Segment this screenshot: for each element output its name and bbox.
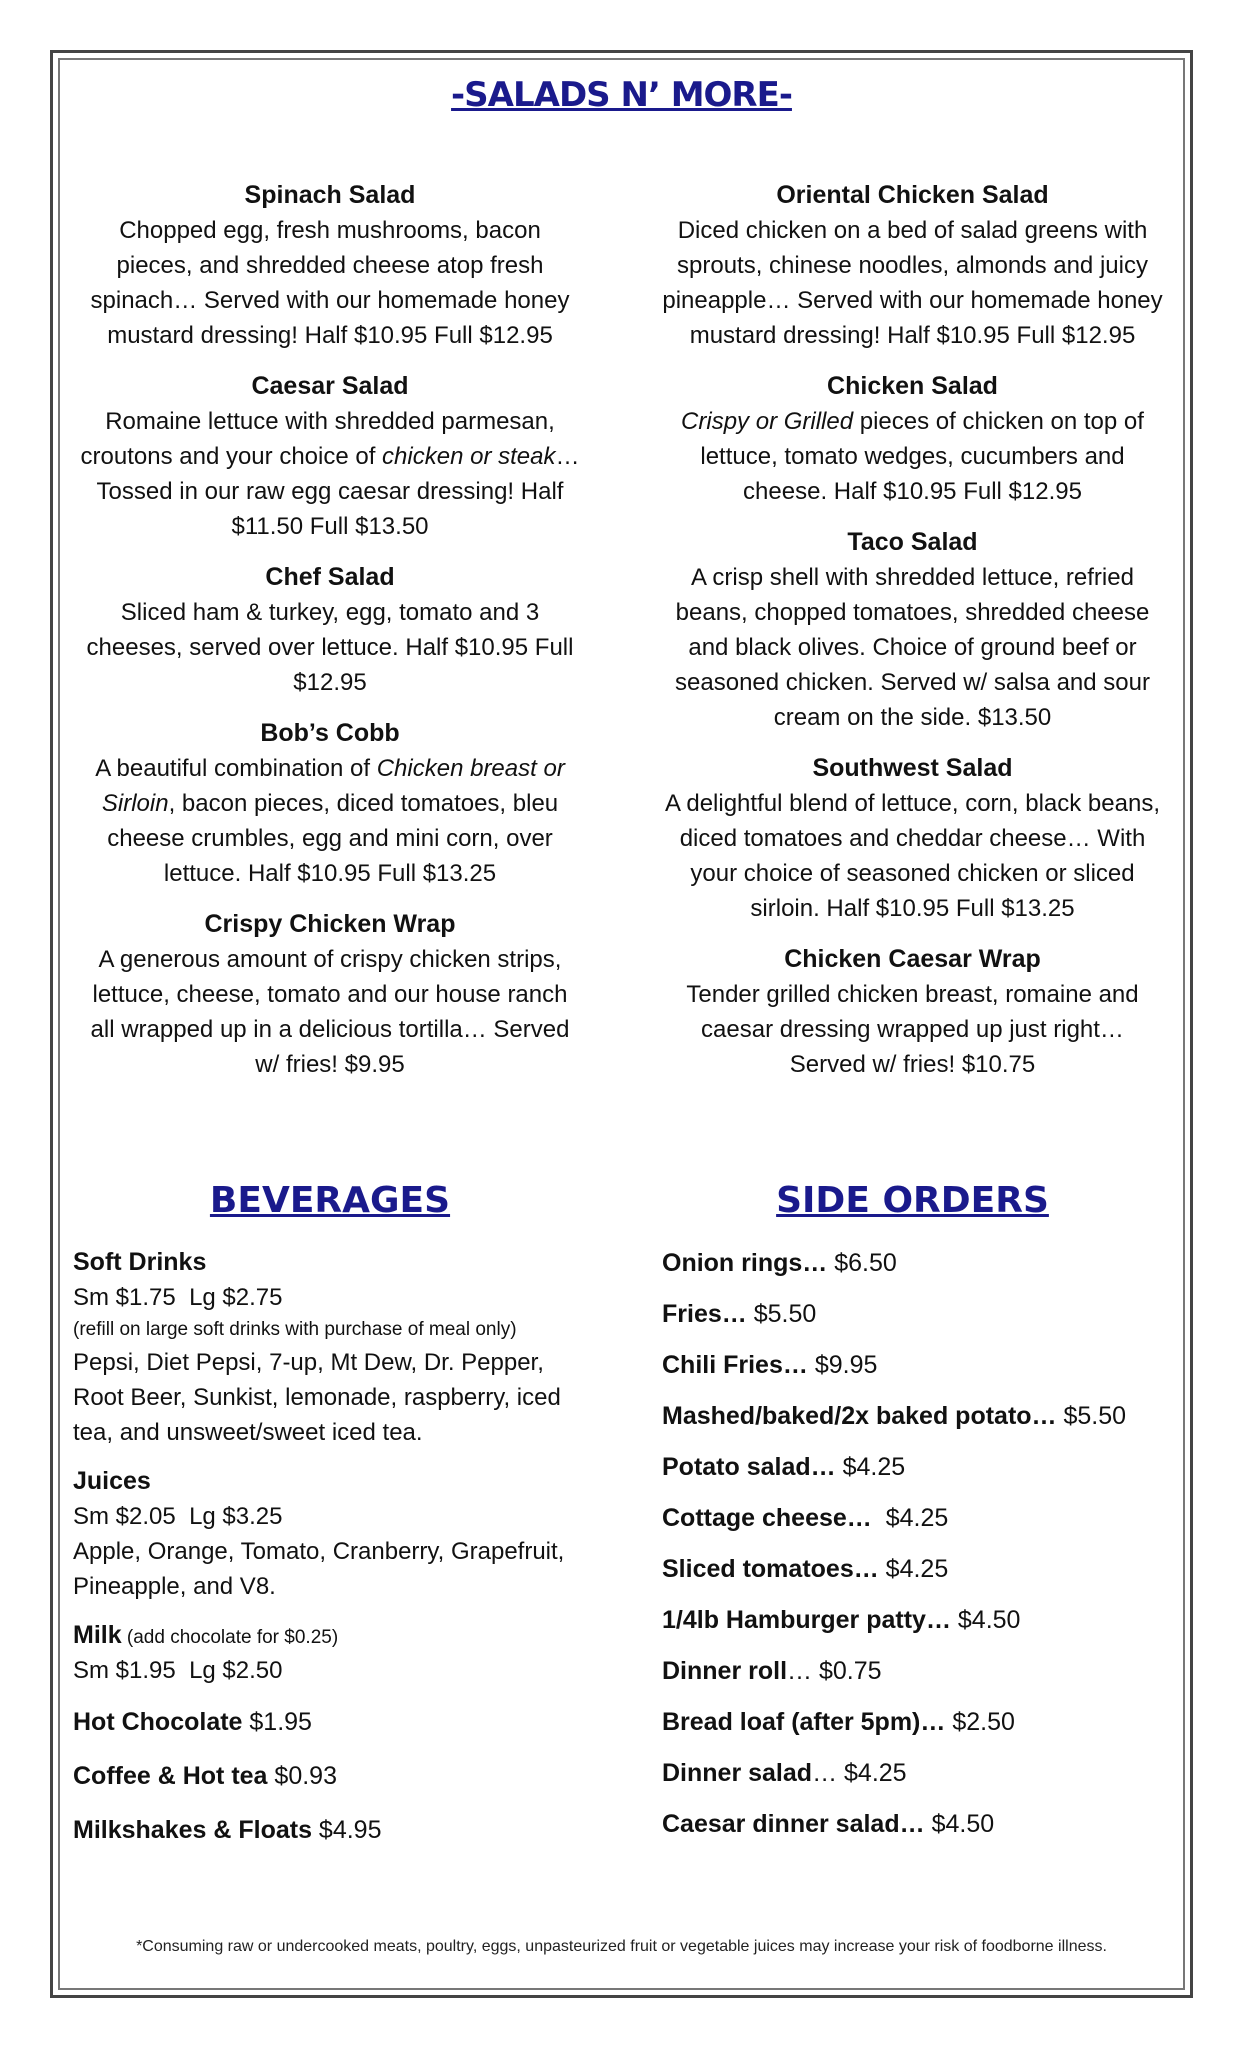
item-description: A generous amount of crispy chicken strips, lettuce, cheese, tomato and our house ranch all wrapped up in a delicious tortilla… Served w/ fries! $9.95 (90, 946, 570, 1078)
item-description: A crisp shell with shredded lettuce, refried beans, chopped tomatoes, shredded cheese and black olives. Choice of ground beef or seasoned chicken. Served w/ salsa and sour cream on the side. $13.50 (675, 564, 1150, 731)
desc-italic: chicken or steak (382, 443, 556, 470)
beverage-name: Coffee & Hot tea (73, 1762, 268, 1790)
beverage-list: Apple, Orange, Tomato, Cranberry, Grapefruit, Pineapple, and V8. (73, 1538, 565, 1600)
desc-italic: Chicken breast or Sirloin (101, 755, 565, 817)
side-price: $4.50 (924, 1810, 995, 1838)
side-name: Dinner salad (662, 1759, 813, 1787)
side-price: $4.25 (871, 1504, 949, 1532)
item-name: Southwest Salad (812, 754, 1013, 782)
side-name: Fries… (662, 1300, 747, 1328)
desc-text: Romaine lettuce with shredded parmesan, croutons and your choice of (80, 408, 555, 470)
menu-item (80, 907, 580, 1082)
item-description: Chopped egg, fresh mushrooms, bacon pieces, and shredded cheese atop fresh spinach… Served with our homemade honey mustard dressing! Half $10.95 Full $12.95 (90, 217, 570, 349)
beverage-name: Milk (73, 1621, 122, 1649)
beverage-price: $0.93 (267, 1762, 337, 1790)
menu-item (660, 751, 1165, 926)
item-name: Oriental Chicken Salad (776, 181, 1049, 209)
menu-item (80, 716, 580, 891)
menu-item (80, 369, 580, 544)
beverage-note: (refill on large soft drinks with purchase of meal only) (73, 1319, 517, 1340)
side-price: … $0.75 (787, 1657, 882, 1685)
item-name: Caesar Salad (251, 372, 409, 400)
item-name: Bob’s Cobb (260, 719, 400, 747)
item-name: Spinach Salad (244, 181, 416, 209)
desc-text: pieces of chicken on top of lettuce, tomato wedges, cucumbers and cheese. Half $10.95 Full $12.95 (700, 408, 1144, 505)
salads-right-column (660, 178, 1165, 1098)
side-name: Dinner roll (662, 1657, 788, 1685)
side-orders-heading: SIDE ORDERS (776, 1180, 1049, 1221)
desc-text: , bacon pieces, diced tomatoes, bleu cheese crumbles, egg and mini corn, over lettuce. Half $10.95 Full $13.25 (107, 790, 559, 887)
side-name: Onion rings… (662, 1249, 828, 1277)
beverage-item (73, 1618, 593, 1688)
side-name: Sliced tomatoes… (662, 1555, 879, 1583)
side-orders-section (662, 1245, 1182, 1857)
beverage-name: Hot Chocolate (73, 1708, 243, 1736)
health-disclaimer: *Consuming raw or undercooked meats, poultry, eggs, unpasteurized fruit or vegetable juices may increase your risk of foodborne illness. (136, 1938, 1107, 1955)
menu-item (660, 178, 1165, 353)
side-order-item (662, 1602, 1182, 1639)
side-price: $6.50 (827, 1249, 897, 1277)
side-order-item (662, 1245, 1182, 1282)
side-name: Caesar dinner salad… (662, 1810, 925, 1838)
side-price: $2.50 (945, 1708, 1015, 1736)
beverage-sizes: Sm $2.05 Lg $3.25 (73, 1503, 283, 1530)
desc-text: … Tossed in our raw egg caesar dressing! Half $11.50 Full $13.50 (96, 443, 580, 540)
side-name: 1/4lb Hamburger patty… (662, 1606, 951, 1634)
beverage-item (73, 1756, 593, 1796)
side-name: Chili Fries… (662, 1351, 808, 1379)
menu-item (660, 525, 1165, 735)
menu-title: -SALADS N’ MORE- (451, 75, 792, 115)
beverage-sizes: Sm $1.75 Lg $2.75 (73, 1284, 283, 1311)
side-order-item (662, 1296, 1182, 1333)
item-name: Chicken Salad (827, 372, 998, 400)
item-name: Chicken Caesar Wrap (784, 945, 1041, 973)
side-name: Mashed/baked/2x baked potato… (662, 1402, 1057, 1430)
side-order-item (662, 1755, 1182, 1792)
item-description (80, 751, 580, 891)
beverage-name: Juices (73, 1467, 151, 1495)
menu-item (660, 942, 1165, 1082)
beverage-name: Milkshakes & Floats (73, 1816, 312, 1844)
item-description (660, 404, 1165, 509)
beverage-price: $1.95 (242, 1708, 312, 1736)
side-name: Cottage cheese… (662, 1504, 872, 1532)
beverage-sizes: Sm $1.95 Lg $2.50 (73, 1657, 283, 1684)
item-description: A delightful blend of lettuce, corn, black beans, diced tomatoes and cheddar cheese… With your choice of seasoned chicken or sliced sirloin. Half $10.95 Full $13.25 (665, 790, 1160, 922)
menu-item (80, 178, 580, 353)
side-name: Potato salad… (662, 1453, 836, 1481)
item-name: Chef Salad (265, 563, 395, 591)
desc-italic: Crispy or Grilled (681, 408, 854, 435)
item-name: Taco Salad (847, 528, 978, 556)
item-description: Diced chicken on a bed of salad greens with sprouts, chinese noodles, almonds and juicy pineapple… Served with our homemade honey mustard dressing! Half $10.95 Full $12.95 (662, 217, 1163, 349)
beverage-item (73, 1702, 593, 1742)
menu-item (80, 560, 580, 700)
beverage-list: Pepsi, Diet Pepsi, 7-up, Mt Dew, Dr. Pepper, Root Beer, Sunkist, lemonade, raspberry, iced tea, and unsweet/sweet iced tea. (73, 1349, 561, 1446)
menu-item (660, 369, 1165, 509)
side-price: $5.50 (746, 1300, 817, 1328)
side-price: $5.50 (1056, 1402, 1127, 1430)
side-price: … $4.25 (812, 1759, 907, 1787)
salads-left-column (80, 178, 580, 1098)
item-description: Sliced ham & turkey, egg, tomato and 3 cheeses, served over lettuce. Half $10.95 Full $12.95 (86, 599, 574, 696)
side-price: $4.25 (835, 1453, 906, 1481)
beverage-item (73, 1245, 593, 1450)
beverage-note: (add chocolate for $0.25) (121, 1627, 339, 1648)
item-description: Tender grilled chicken breast, romaine and caesar dressing wrapped up just right… Served w/ fries! $10.75 (686, 981, 1139, 1078)
beverages-heading: BEVERAGES (209, 1180, 451, 1221)
beverage-name: Soft Drinks (73, 1248, 207, 1276)
side-price: $4.25 (878, 1555, 949, 1583)
side-order-item (662, 1704, 1182, 1741)
side-order-item (662, 1398, 1182, 1435)
beverage-title-row (73, 1618, 593, 1653)
desc-text: A beautiful combination of (95, 755, 377, 782)
side-order-item (662, 1551, 1182, 1588)
side-order-item (662, 1500, 1182, 1537)
side-name: Bread loaf (after 5pm)… (662, 1708, 946, 1736)
beverages-section (73, 1245, 593, 1864)
side-order-item (662, 1653, 1182, 1690)
side-order-item (662, 1347, 1182, 1384)
side-order-item (662, 1806, 1182, 1843)
item-name: Crispy Chicken Wrap (204, 910, 456, 938)
side-price: $9.95 (807, 1351, 878, 1379)
beverage-price: $4.95 (311, 1816, 382, 1844)
side-price: $4.50 (950, 1606, 1021, 1634)
beverage-item (73, 1464, 593, 1604)
side-order-item (662, 1449, 1182, 1486)
item-description (80, 404, 580, 544)
beverage-item (73, 1810, 593, 1850)
